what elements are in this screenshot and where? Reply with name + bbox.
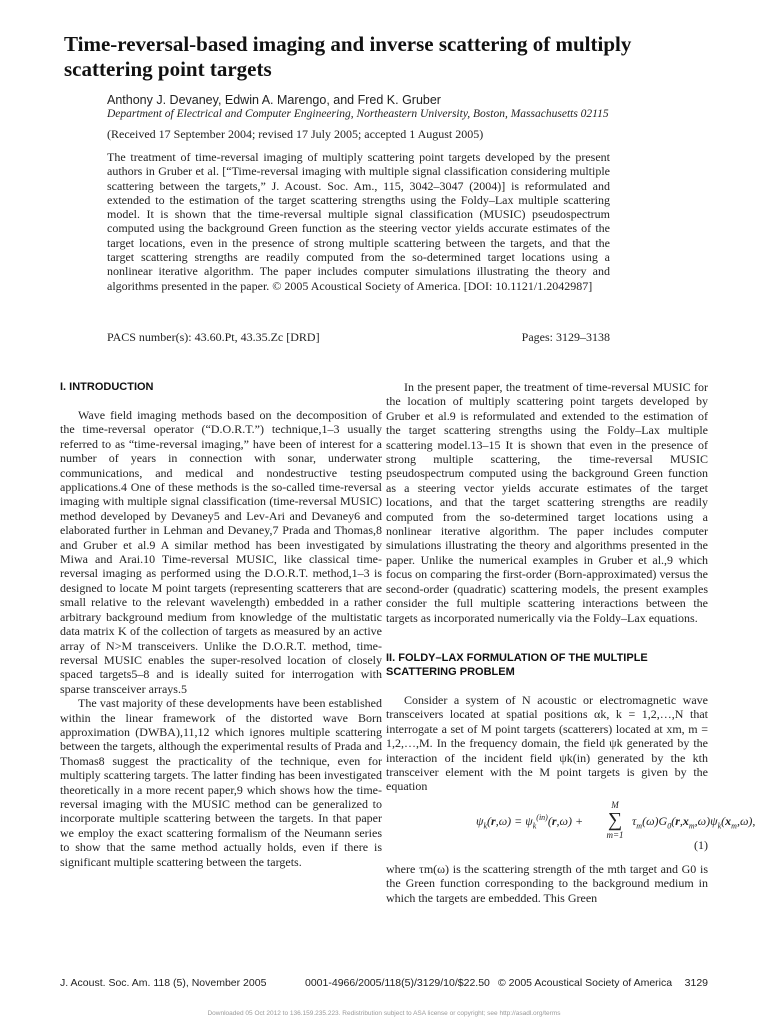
footer-code: 0001-4966/2005/118(5)/3129/10/$22.50 (305, 977, 490, 989)
footer-page-number: 3129 (684, 977, 708, 989)
page-range: Pages: 3129–3138 (521, 330, 610, 344)
summation-symbol: M ∑ m=1 (606, 799, 624, 840)
section2-paragraph-1: Consider a system of N acoustic or electromagnetic wave transceivers located at spatial positions αk, k = 1,2,…,N that interrogate a set of M point targets (scatterers) located at xm, m = 1,2,…,M. In the frequency domain, the field ψk generated by the interaction of the incident field ψk(in) generated by the kth transceiver element with the M point targets is given by the equation (386, 692, 708, 794)
equation-number: (1) (694, 837, 708, 852)
footer-copyright: © 2005 Acoustical Society of America (498, 977, 673, 989)
abstract: The treatment of time-reversal imaging of multiply scattering point targets developed by the present authors in Gruber et al. [“Time-reversal imaging with multiple signal classification considering multiple scattering between the targets,” J. Acoust. Soc. Am., 115, 3042–3047 (2004)] is reformulated and extended to the estimation of the target scattering strengths using the Foldy–Lax multiple scattering model. It is shown that the time-reversal multiple signal classification (MUSIC) pseudospectrum computed using the background Green function as the steering vector yields accurate estimates of the target locations, even in the presence of strong multiple scattering between the targets, and that the target scattering strengths are readily computed from the so-determined target locations using a nonlinear iterative algorithm. The paper includes computer simulations illustrating the theory and algorithms presented in the paper. © 2005 Acoustical Society of America. [DOI: 10.1121/1.2042987] (107, 150, 610, 293)
left-column (60, 380, 382, 869)
equation-1 (386, 799, 756, 858)
section-heading-introduction: I. INTRODUCTION (60, 381, 154, 393)
intro-paragraph-2: The vast majority of these developments have been established within the linear framework of the distorted wave Born approximation (DWBA),11,12 which ignores multiple scattering between the targets, although the experimental results of Prada and Thomas8 suggest the practicality of the technique, even for multiply scattering targets. The latter finding has been investigated theoretically in a more recent paper,9 which shows how the time-reversal imaging with the MUSIC method can be generalized to incorporate multiple scattering between the targets. In that paper we employ the exact scattering formalism of the Neumann series to show that the same method actually holds, even if there is significant multiple scattering between the targets. (60, 696, 382, 869)
author-list: Anthony J. Devaney, Edwin A. Marengo, and Fred K. Gruber (107, 93, 441, 107)
download-notice: Downloaded 05 Oct 2012 to 136.159.235.223. Redistribution subject to ASA license or copyright; see http://asadl.org/terms (207, 1010, 561, 1017)
intro-paragraph-3: In the present paper, the treatment of time-reversal MUSIC for the location of multiply scattering point targets developed by Gruber et al.9 is reformulated and extended to the estimation of the target scattering strengths using the Foldy–Lax multiple scattering model.13–15 It is shown that even in the presence of strong multiple scattering, the time-reversal MUSIC pseudospectrum computed using the background Green function as a steering vector yields accurate estimates of the target locations, and that the target scattering strengths are readily computed from the so-determined target locations using a nonlinear iterative algorithm. The paper includes computer simulations illustrating the theory and algorithms presented in the paper. Unlike the numerical examples in Gruber et al.,9 which focus on comparing the first-order (Born-approximated) versus the second-order (quadratic) scattering models, the present examples consider the full multiple scattering interactions between the targets as incorporated numerically via the Foldy–Lax equations. (386, 380, 708, 625)
equation-expression: $\psi_k(r,\omega) = \psi_k^{(in)}(r,\omega)$ + (476, 812, 584, 831)
equation-expression-rhs: $\tau_m(\omega)G_0(r,x_m,\omega)\psi_k(x_m,\omega)$, (632, 813, 756, 831)
received-dates: (Received 17 September 2004; revised 17 July 2005; accepted 1 August 2005) (107, 127, 484, 141)
pacs-numbers: PACS number(s): 43.60.Pt, 43.35.Zc [DRD] (107, 330, 320, 344)
pacs-line (107, 330, 610, 345)
paper-title: Time-reversal-based imaging and inverse scattering of multiply scattering point targets (64, 32, 632, 81)
section2-paragraph-2: where τm(ω) is the scattering strength of the mth target and G0 is the Green function corresponding to the background medium in which the targets are embedded. This Green (386, 861, 708, 905)
right-column (386, 380, 756, 905)
section-heading-foldy-lax: II. FOLDY–LAX FORMULATION OF THE MULTIPLE SCATTERING PROBLEM (386, 651, 648, 678)
intro-paragraph-1: Wave field imaging methods based on the decomposition of the time-reversal operator (“D.O.R.T.”) technique,1–3 usually referred to as “time-reversal imaging,” have been of interest for a number of years in connection with sonar, underwater communications, and medical and nondestructive testing applications.4 One of these methods is the so-called time-reversal imaging with multiple signal classification (time-reversal MUSIC) method developed by Devaney5 and Lev-Ari and Devaney6 and elaborated further in Lehman and Devaney,7 Prada and Thomas,8 and Gruber et al.9 A similar method has been investigated by Miwa and Arai.10 Time-reversal MUSIC, like classical time-reversal imaging as performed using the D.O.R.T. method,1–3 is designed to locate M point targets (representing scatterers that are small relative to the relevant wavelength) embedded in a rather arbitrary background medium from knowledge of the multistatic data matrix K of the collection of targets as measured by an active array of N>M transceivers. Unlike the D.O.R.T. method, time-reversal MUSIC enables the super-resolved location of closely spaced targets5–8 and is ideally suited for interrogation with sparse transceiver arrays.5 (60, 408, 382, 696)
footer-journal: J. Acoust. Soc. Am. 118 (5), November 2005 (60, 977, 267, 989)
affiliation: Department of Electrical and Computer Engineering, Northeastern University, Boston, Massachusetts 02115 (107, 108, 609, 120)
